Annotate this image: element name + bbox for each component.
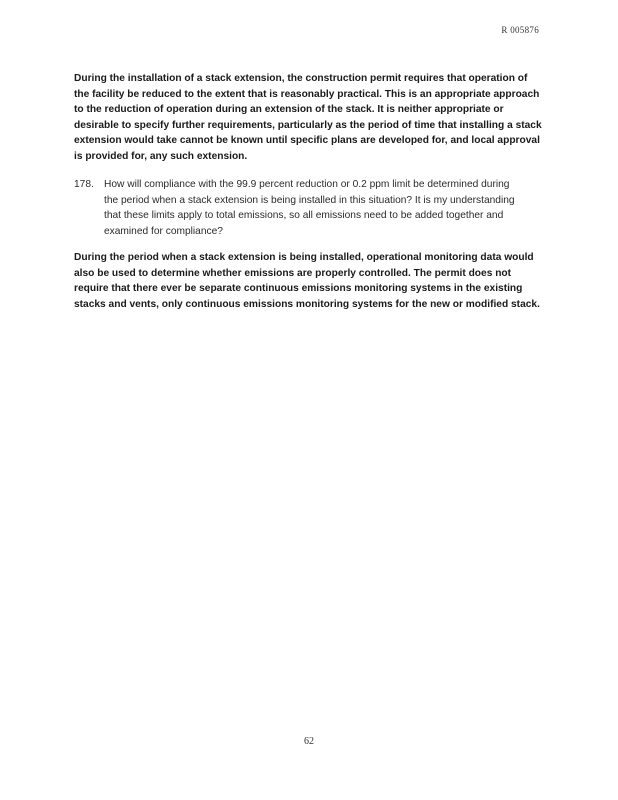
response-paragraph-2: During the period when a stack extension is being installed, operational monitoring data would also be used to determine whether emissions are properly controlled. The permit does not require that there ever be separate continuous emissions monitoring systems in the existing stacks and vents, only continuous emissions monitoring systems for the new or modified stack. [74,252,540,310]
question-number: 178. [74,179,94,190]
question-178 [74,177,544,239]
question-text: How will compliance with the 99.9 percent reduction or 0.2 ppm limit be determined during the period when a stack extension is being installed in this situation? It is my understanding that these limits apply to total emissions, so all emissions need to be added together and examined for compliance? [104,179,515,237]
response-paragraph-1: During the installation of a stack extension, the construction permit requires that operation of the facility be reduced to the extent that is reasonably practical. This is an appropriate approach to the reduction of operation during an extension of the stack. It is neither appropriate or desirable to specify further requirements, particularly as the period of time that installing a stack extension would take cannot be known until specific plans are developed for, and local approval is provided for, any such extension. [74,73,542,162]
bates-number: R 005876 [501,25,539,35]
page-number: 62 [304,736,314,747]
